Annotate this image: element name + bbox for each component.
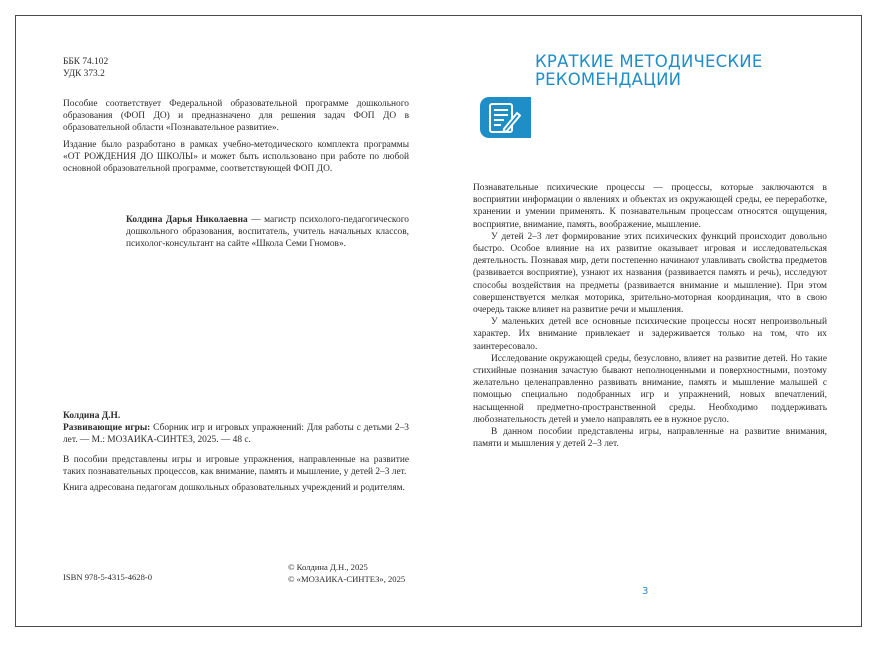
- author-bio: [126, 214, 409, 251]
- copyright-line: © «МОЗАИКА-СИНТЕЗ», 2025: [288, 574, 406, 585]
- intro-paragraph: Пособие соответствует Федеральной образовательной программе дошкольного образования (ФОП ДО) и предназначено для решения задач ФОП ДО в образовательной области «Познавательное развитие».: [63, 99, 409, 134]
- document-pencil-icon: [480, 97, 531, 138]
- right-page: [440, 0, 880, 645]
- isbn: ISBN 978-5-4315-4628-0: [63, 572, 153, 582]
- body-paragraph: В данном пособии представлены игры, направленные на развитие внимания, памяти и мышления у детей 2–3 лет.: [473, 427, 827, 450]
- annotation-paragraph: В пособии представлены игры и игровые упражнения, направленные на развитие таких познавательных процессов, как внимание, память и мышление, у детей 2–3 лет.: [63, 455, 409, 478]
- body-paragraph: У маленьких детей все основные психические процессы носят непроизвольный характер. Их внимание привлекает и задерживается только на том, что их заинтересовало.: [473, 317, 827, 352]
- annotation-paragraph: Книга адресована педагогам дошкольных образовательных учреждений и родителям.: [63, 483, 405, 494]
- bbk-code: ББК 74.102: [63, 57, 109, 67]
- biblio-author: Колдина Д.Н.: [63, 411, 121, 421]
- copyright-block: [288, 561, 448, 585]
- section-title-line: КРАТКИЕ МЕТОДИЧЕСКИЕ: [535, 52, 763, 71]
- body-paragraph: Исследование окружающей среды, безусловно, влияет на развитие детей. Но такие стихийные познания зачастую бывают неполноценными и поверхностными, поэтому желательно целенаправленно развивать внимание, память и мышление малышей с помощью специально подобранных игр и упражнений, новых впечатлений, насыщенной предметно-пространственной среды. Необходимо поддерживать любознательность детей и умело направлять ее в нужное русло.: [473, 353, 827, 425]
- page-number: 3: [642, 586, 649, 597]
- udk-code: УДК 373.2: [63, 69, 105, 80]
- section-title: [535, 53, 855, 89]
- classification-codes: [63, 56, 263, 80]
- author-name: Колдина Дарья Николаевна: [126, 215, 248, 225]
- copyright-line: © Колдина Д.Н., 2025: [288, 562, 368, 572]
- intro-paragraph: Издание было разработано в рамках учебно-методического комплекта программы «ОТ РОЖДЕНИЯ ДО ШКОЛЫ» и может быть использовано при работе по любой основной образовательной программе, соответствующей ФОП ДО.: [63, 139, 409, 175]
- biblio-title: Развивающие игры:: [63, 423, 151, 434]
- biblio-details: Сборник игр и игровых упражнений: Для работы с детьми 2–3 лет. — М.: МОЗАИКА-СИНТЕЗ, 2025. — 48 с.: [63, 423, 409, 446]
- body-paragraph: У детей 2–3 лет формирование этих психических функций происходит довольно быстро. Особое влияние на их развитие оказывает игровая и исследовательская деятельность. Познавая мир, дети постепенно начинают улавливать свойства предметов (развивается восприятие), узнают их названия (развивается память и речь), исследуют способы воздействия на предметы (развивается внимание и мышление). При этом совершенствуется мелкая моторика, зрительно-моторная координация, что в свою очередь также влияет на развитие речи и мышления.: [473, 231, 827, 316]
- section-title-line: РЕКОМЕНДАЦИИ: [535, 70, 682, 89]
- body-paragraph: Познавательные психические процессы — процессы, которые заключаются в восприятии информации о явлениях и объектах из окружающей среды, ее переработке, хранении и умении применять. К познавательным процессам относятся ощущения, восприятие, внимание, память, воображение, мышление.: [473, 183, 827, 230]
- annotation: [63, 454, 409, 495]
- body-text: [473, 182, 827, 450]
- author-description: — магистр психолого-педагогического дошкольного образования, воспитатель, учитель начальных классов, психолог-консультант на сайте «Школа Семи Гномов».: [126, 215, 409, 250]
- bibliographic-record: [63, 410, 409, 447]
- intro-block: [63, 98, 409, 175]
